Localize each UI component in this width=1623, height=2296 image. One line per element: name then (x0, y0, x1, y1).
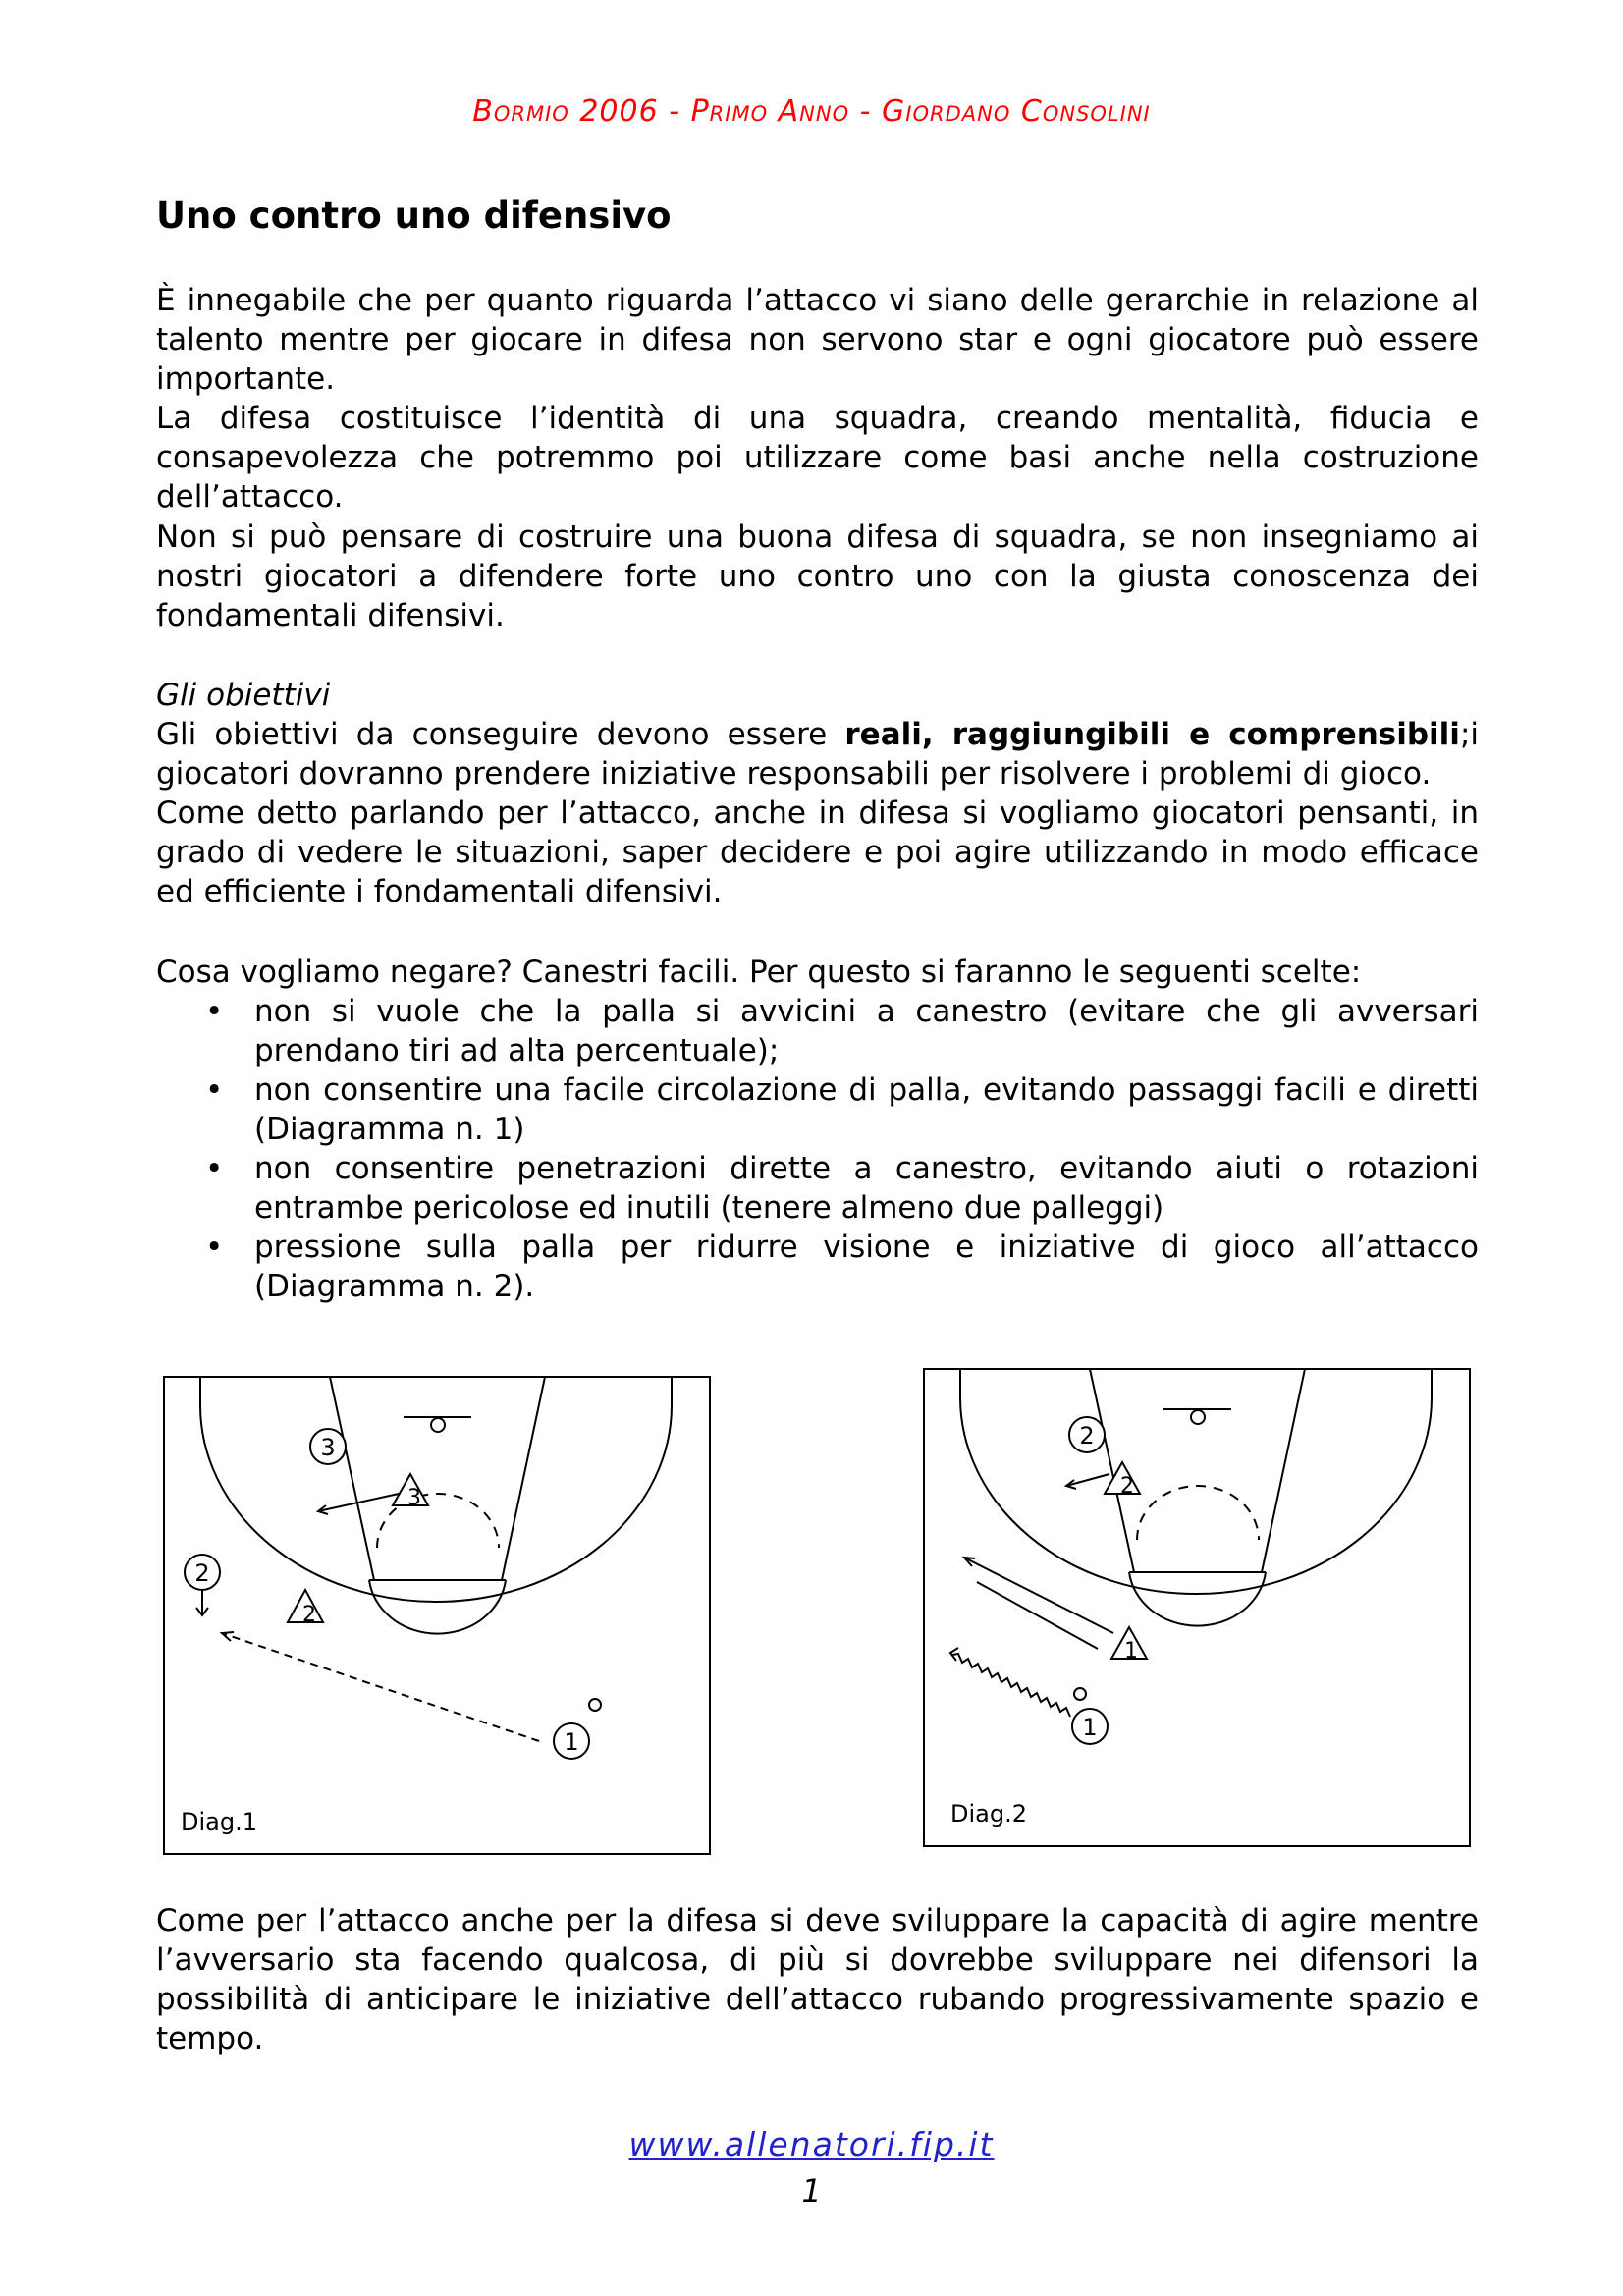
offense-player-1-label: 1 (1082, 1714, 1098, 1741)
diagram-1-label: Diag.1 (181, 1808, 257, 1835)
bullet-icon: • (205, 1151, 224, 1186)
page-title: Uno contro uno difensivo (156, 194, 672, 237)
objectives-text-2: Come detto parlando per l’attacco, anche in difesa si vogliamo giocatori pensanti, in grado di vedere le situazioni, saper decidere e poi agire utilizzando in modo efficace ed efficiente i fondamentali difensivi. (156, 795, 1479, 909)
diagram-2-label: Diag.2 (950, 1800, 1027, 1828)
intro-sentence-2: La difesa costituisce l’identità di una squadra, creando mentalità, fiducia e consapevolezza che potremmo poi utilizzare come basi anche nella costruzione dell’attacco. (156, 401, 1479, 515)
ball-icon (1074, 1688, 1086, 1700)
closing-paragraph (156, 1901, 1479, 2058)
offense-player-3-label: 3 (320, 1434, 336, 1461)
diagram-1 (163, 1376, 713, 1857)
list-item (156, 1070, 1479, 1149)
choices-section (156, 953, 1479, 1306)
second-paragraph (156, 518, 1479, 635)
objectives-text-1a: Gli obiettivi da conseguire devono essere (156, 717, 845, 752)
intro-paragraph (156, 281, 1479, 517)
list-item-text: non consentire una facile circolazione di palla, evitando passaggi facili e diretti (Diagramma n. 1) (254, 1072, 1479, 1147)
choices-intro: Cosa vogliamo negare? Canestri facili. Per questo si faranno le seguenti scelte: (156, 955, 1362, 990)
defender-1-label: 1 (1124, 1639, 1138, 1664)
offense-player-2-label: 2 (194, 1559, 210, 1587)
objectives-text-1b: ;i giocatori dovranno prendere iniziative responsabili per risolvere i problemi di gioco. (156, 717, 1479, 792)
list-item-text: non consentire penetrazioni dirette a canestro, evitando aiuti o rotazioni entrambe pericolose ed inutili (tenere almeno due palleggi) (254, 1151, 1479, 1226)
defender-3-label: 3 (407, 1486, 421, 1510)
list-item-text: pressione sulla palla per ridurre visione e iniziative di gioco all’attacco (Diagramma n. 2). (254, 1230, 1479, 1304)
choices-list (156, 992, 1479, 1306)
bullet-icon: • (205, 1072, 224, 1108)
page-number: 1 (801, 2172, 822, 2210)
bullet-icon: • (205, 1230, 224, 1265)
list-item (156, 1149, 1479, 1228)
defender-2-label: 2 (302, 1603, 316, 1627)
page-header: Bormio 2006 - Primo Anno - Giordano Consolini (472, 94, 1151, 129)
second-paragraph-text: Non si può pensare di costruire una buona difesa di squadra, se non insegniamo ai nostri giocatori a difendere forte uno contro uno con la giusta conoscenza dei fondamentali difensivi. (156, 519, 1479, 633)
objectives-text-1 (156, 715, 1479, 793)
ball-icon (589, 1699, 601, 1711)
list-item-text: non si vuole che la palla si avvicini a canestro (evitare che gli avversari prendano tiri ad alta percentuale); (254, 994, 1479, 1068)
offense-player-2-label: 2 (1079, 1422, 1095, 1449)
objectives-bold: reali, raggiungibili e comprensibili (844, 717, 1460, 752)
objectives-section (156, 676, 1479, 911)
intro-sentence-1: È innegabile che per quanto riguarda l’attacco vi siano delle gerarchie in relazione al talento mentre per giocare in difesa non servono star e ogni giocatore può essere importante. (156, 283, 1479, 397)
list-item (156, 992, 1479, 1070)
diagram-2 (923, 1368, 1473, 1849)
defender-2-label: 2 (1120, 1474, 1134, 1499)
objectives-heading: Gli obiettivi (156, 678, 331, 713)
closing-text: Come per l’attacco anche per la difesa si deve sviluppare la capacità di agire mentre l’avversario sta facendo qualcosa, di più si dovrebbe sviluppare nei difensori la possibilità di anticipare le iniziative dell’attacco rubando progressivamente spazio e tempo. (156, 1903, 1479, 2056)
list-item (156, 1228, 1479, 1306)
offense-player-1-label: 1 (564, 1728, 579, 1756)
website-link[interactable]: www.allenatori.fip.it (628, 2125, 995, 2163)
bullet-icon: • (205, 994, 224, 1029)
